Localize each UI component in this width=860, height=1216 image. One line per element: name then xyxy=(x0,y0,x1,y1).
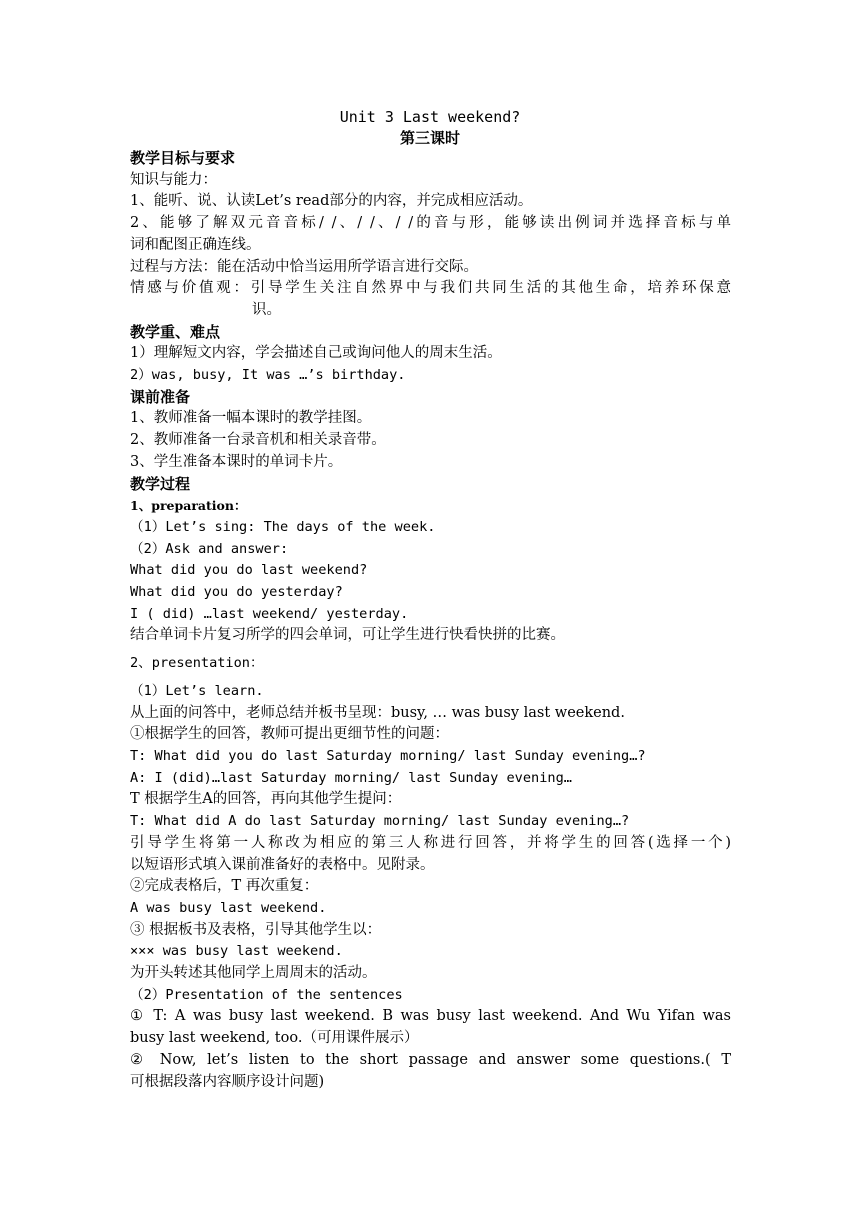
body-line: 为开头转述其他同学上周周末的活动。 xyxy=(130,965,377,982)
body-line: 2、presentation： xyxy=(130,655,264,672)
body-line: ①根据学生的回答，教师可提出更细节性的问题： xyxy=(130,726,449,743)
body-line: 3、学生准备本课时的单词卡片。 xyxy=(130,453,343,470)
body-line: I ( did) …last weekend/ yesterday. xyxy=(130,605,409,622)
body-line: 识。 xyxy=(252,301,281,318)
body-line: 过程与方法：能在活动中恰当运用所学语言进行交际。 xyxy=(130,258,478,275)
section-heading: 教学目标与要求 xyxy=(130,149,236,167)
document-title: Unit 3 Last weekend? xyxy=(339,108,521,126)
body-line: （2）Ask and answer: xyxy=(130,540,289,557)
body-line: T 根据学生A的回答，再向其他学生提问： xyxy=(130,791,402,808)
section-heading: 教学过程 xyxy=(130,474,191,493)
body-line: 1、能听、说、认读Let’s read部分的内容，并完成相应活动。 xyxy=(130,193,533,210)
body-line: busy last weekend, too.（可用课件展示） xyxy=(130,1030,419,1047)
body-line: ××× was busy last weekend. xyxy=(130,943,343,960)
body-line: 1）理解短文内容，学会描述自己或询问他人的周末生活。 xyxy=(130,345,502,362)
section-heading: 教学重、难点 xyxy=(130,322,221,341)
body-line: （2）Presentation of the sentences xyxy=(130,986,403,1003)
body-line: 2、教师准备一台录音机和相关录音带。 xyxy=(130,432,386,449)
body-line: What did you do yesterday? xyxy=(130,584,343,601)
body-line: ②完成表格后，T 再次重复： xyxy=(130,878,319,895)
body-line: T: What did A do last Saturday morning/ last Sunday evening…? xyxy=(130,813,630,830)
body-line: （1）Let’s learn. xyxy=(130,682,264,699)
body-line: 结合单词卡片复习所学的四会单词，可让学生进行快看快拼的比赛。 xyxy=(130,627,565,644)
body-line: 从上面的问答中，老师总结并板书呈现：busy, … was busy last weekend. xyxy=(130,704,625,721)
body-line: A was busy last weekend. xyxy=(130,899,327,916)
body-line: 1、教师准备一幅本课时的教学挂图。 xyxy=(130,410,372,427)
body-line: T: What did you do last Saturday morning/ last Sunday evening…? xyxy=(130,747,646,764)
body-line: （1）Let’s sing: The days of the week. xyxy=(130,518,436,535)
body-line: What did you do last weekend? xyxy=(130,562,368,579)
body-line: ② Now, let’s listen to the short passage and answer some questions.( T xyxy=(130,1051,731,1068)
body-line: 1、preparation： xyxy=(130,498,247,514)
body-line: 2）was, busy, It was …’s birthday. xyxy=(130,367,406,384)
body-line: 词和配图正确连线。 xyxy=(130,236,261,253)
body-line: 2、能够了解双元音音标/ /、/ /、/ /的音与形，能够读出例词并选择音标与单 xyxy=(130,215,731,232)
body-line: 以短语形式填入课前准备好的表格中。见附录。 xyxy=(130,856,435,873)
document-body xyxy=(130,148,731,1093)
lesson-subtitle: 第三课时 xyxy=(399,129,460,147)
body-line: 可根据段落内容顺序设计问题) xyxy=(130,1073,325,1090)
body-line: 引导学生将第一人称改为相应的第三人称进行回答，并将学生的回答(选择一个) xyxy=(130,834,731,851)
body-line: 情感与价值观：引导学生关注自然界中与我们共同生活的其他生命，培养环保意 xyxy=(130,280,731,297)
body-line: ③ 根据板书及表格，引导其他学生以： xyxy=(130,921,382,938)
body-line: A: I (did)…last Saturday morning/ last Sunday evening… xyxy=(130,769,572,786)
section-heading: 课前准备 xyxy=(130,387,191,406)
body-line: ① T: A was busy last weekend. B was busy last weekend. And Wu Yifan was xyxy=(130,1008,731,1025)
body-line: 知识与能力： xyxy=(130,171,217,188)
